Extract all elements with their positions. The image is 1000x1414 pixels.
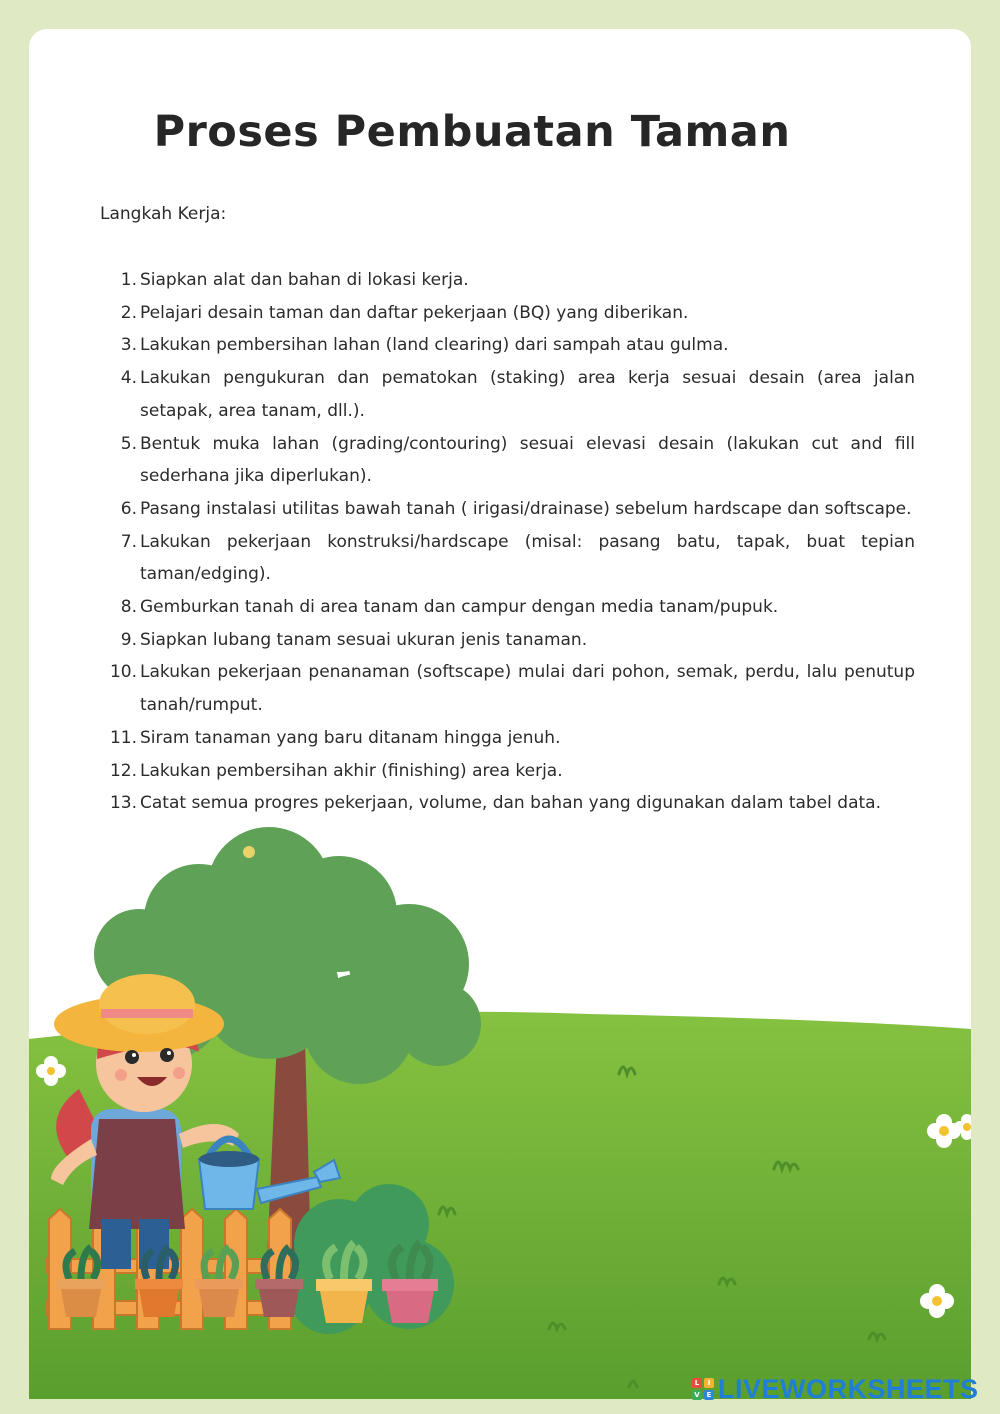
logo-letter: V xyxy=(692,1390,702,1400)
liveworksheets-watermark[interactable] xyxy=(692,1374,979,1404)
step-text: Lakukan pembersihan lahan (land clearing) dari sampah atau gulma. xyxy=(140,335,729,356)
step-text: Siapkan alat dan bahan di lokasi kerja. xyxy=(140,270,469,290)
step-item xyxy=(120,493,915,526)
step-number: 9. xyxy=(120,629,137,650)
step-item xyxy=(120,526,915,591)
step-text: Pasang instalasi utilitas bawah tanah ( irigasi/drainase) sebelum hardscape dan softscape. xyxy=(140,498,912,519)
page-title: Proses Pembuatan Taman xyxy=(153,107,791,157)
step-item xyxy=(109,656,915,721)
step-item xyxy=(109,755,915,788)
step-number: 6. xyxy=(120,498,137,519)
logo-letter: E xyxy=(704,1390,714,1400)
step-text: Catat semua progres pekerjaan, volume, dan bahan yang digunakan dalam tabel data. xyxy=(140,793,882,814)
liveworksheets-logo-icon xyxy=(692,1378,714,1400)
step-number: 2. xyxy=(120,302,137,323)
step-number: 10. xyxy=(109,662,137,683)
step-item xyxy=(120,591,915,624)
step-number: 5. xyxy=(120,433,137,454)
step-text: Lakukan pekerjaan penanaman (softscape) mulai dari pohon, semak, perdu, lalu penutup tanah/rumput. xyxy=(140,662,915,716)
step-item xyxy=(120,264,915,297)
step-number: 12. xyxy=(109,760,137,781)
step-number: 4. xyxy=(120,368,137,389)
step-text: Lakukan pengukuran dan pematokan (staking) area kerja sesuai desain (area jalan setapak, area tanam, dll.). xyxy=(140,368,915,421)
logo-letter: L xyxy=(692,1378,702,1388)
step-number: 11. xyxy=(109,727,137,748)
logo-letter: I xyxy=(704,1378,714,1388)
step-number: 3. xyxy=(120,335,137,356)
step-text: Gemburkan tanah di area tanam dan campur dengan media tanam/pupuk. xyxy=(140,597,779,618)
step-text: Lakukan pekerjaan konstruksi/hardscape (misal: pasang batu, tapak, buat tepian taman/edging). xyxy=(140,531,915,585)
step-number: 13. xyxy=(109,793,137,814)
step-item xyxy=(120,362,915,427)
worksheet-card xyxy=(29,29,971,1399)
step-text: Pelajari desain taman dan daftar pekerjaan (BQ) yang diberikan. xyxy=(140,302,689,323)
step-number: 1. xyxy=(120,270,137,290)
steps-heading: Langkah Kerja: xyxy=(100,204,227,224)
step-text: Lakukan pembersihan akhir (finishing) area kerja. xyxy=(140,760,563,781)
step-number: 7. xyxy=(120,531,137,552)
foliage-highlight xyxy=(243,846,255,858)
step-text: Siapkan lubang tanam sesuai ukuran jenis tanaman. xyxy=(140,629,588,650)
step-number: 8. xyxy=(120,597,137,618)
watermark-text: LIVEWORKSHEETS xyxy=(718,1373,979,1404)
step-text: Bentuk muka lahan (grading/contouring) sesuai elevasi desain (lakukan cut and fill sederhana jika diperlukan). xyxy=(140,433,915,487)
step-item xyxy=(109,787,915,820)
steps-list xyxy=(109,264,915,820)
step-item xyxy=(120,624,915,657)
step-item xyxy=(120,297,915,330)
step-item xyxy=(120,428,915,493)
step-item xyxy=(120,329,915,362)
step-item xyxy=(109,722,915,755)
step-text: Siram tanaman yang baru ditanam hingga jenuh. xyxy=(140,727,561,748)
